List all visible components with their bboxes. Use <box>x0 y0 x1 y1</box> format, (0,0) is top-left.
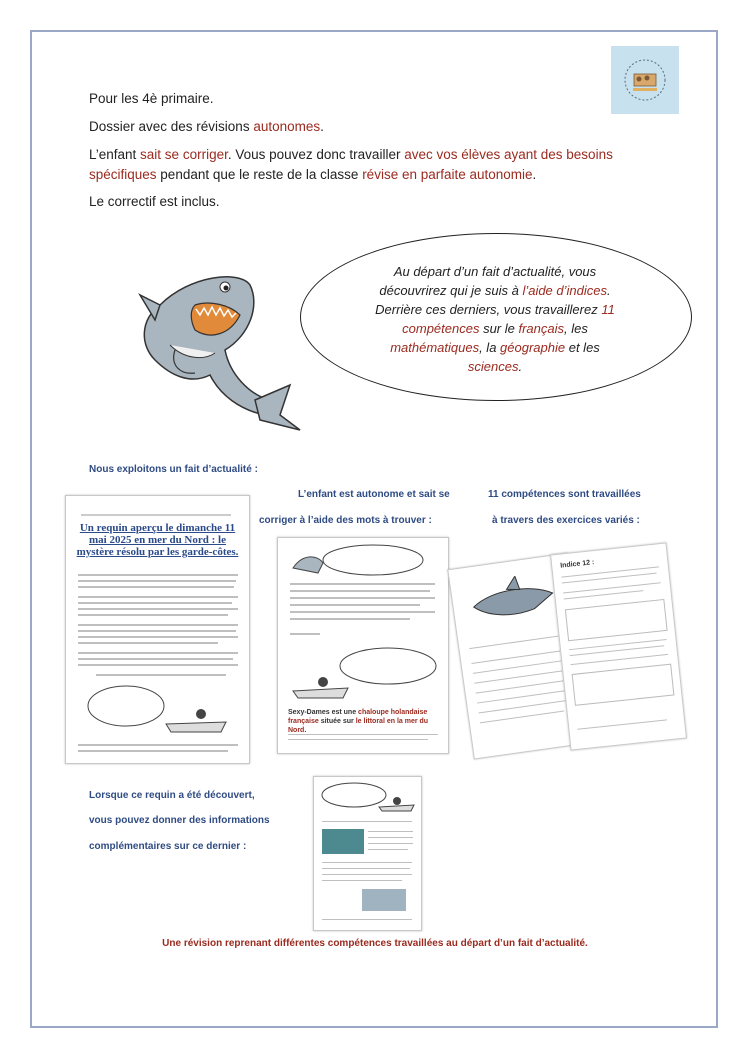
speech-bubble-text: Au départ d’un fait d’actualité, vous découvrirez qui je suis à l’aide d’indices. Derrière ces derniers, vous travaillerez 11 compétences sur le français, les mathématiques, la géographie et les sciences. <box>375 264 615 374</box>
info-caption-2: vous pouvez donner des informations <box>89 815 270 826</box>
boat-illustration-icon <box>86 684 236 739</box>
grade-text: Pour les 4è primaire. <box>89 91 214 106</box>
dossier-text: Dossier avec des révisions autonomes. <box>89 119 324 134</box>
competences-caption-2: à travers des exercices variés : <box>492 515 640 526</box>
shark-bubble-icon <box>288 543 438 578</box>
shark-mascot-icon <box>100 265 340 440</box>
article-thumbnail <box>65 495 250 764</box>
info-caption-3: complémentaires sur ce dernier : <box>89 841 247 852</box>
footer-text: Une révision reprenant différentes compétences travaillées au départ d’un fait d’actualité. <box>162 938 588 949</box>
boat-bubble-icon <box>288 646 438 701</box>
exploit-caption: Nous exploitons un fait d’actualité : <box>89 464 258 475</box>
exercise-page-front <box>550 542 687 750</box>
info-thumbnail <box>313 776 422 931</box>
article-headline: Un requin aperçu le dimanche 11 mai 2025 en mer du Nord : le mystère résolu par les garde-côtes. <box>76 522 239 558</box>
worksheet-thumbnail <box>277 537 449 754</box>
shark-diagram-icon <box>460 570 566 633</box>
worksheet-answer: Sexy-Dames est une chaloupe holandaise française située sur le littoral en la mer du Nord. <box>288 709 429 734</box>
competences-caption-1: 11 compétences sont travaillées <box>488 489 641 500</box>
autonome-caption-2: corriger à l’aide des mots à trouver : <box>259 515 432 526</box>
exercise-title: Indice 12 : <box>559 559 595 570</box>
info-caption-1: Lorsque ce requin a été découvert, <box>89 790 255 801</box>
child-text: L’enfant sait se corriger. Vous pouvez donc travailler avec vos élèves ayant des besoins spécifiques pendant que le reste de la classe révise en parfaite autonomie. <box>89 147 613 182</box>
correctif-text: Le correctif est inclus. <box>89 194 220 209</box>
info-bubble-icon <box>319 781 417 813</box>
autonome-caption-1: L’enfant est autonome et sait se <box>298 489 450 500</box>
